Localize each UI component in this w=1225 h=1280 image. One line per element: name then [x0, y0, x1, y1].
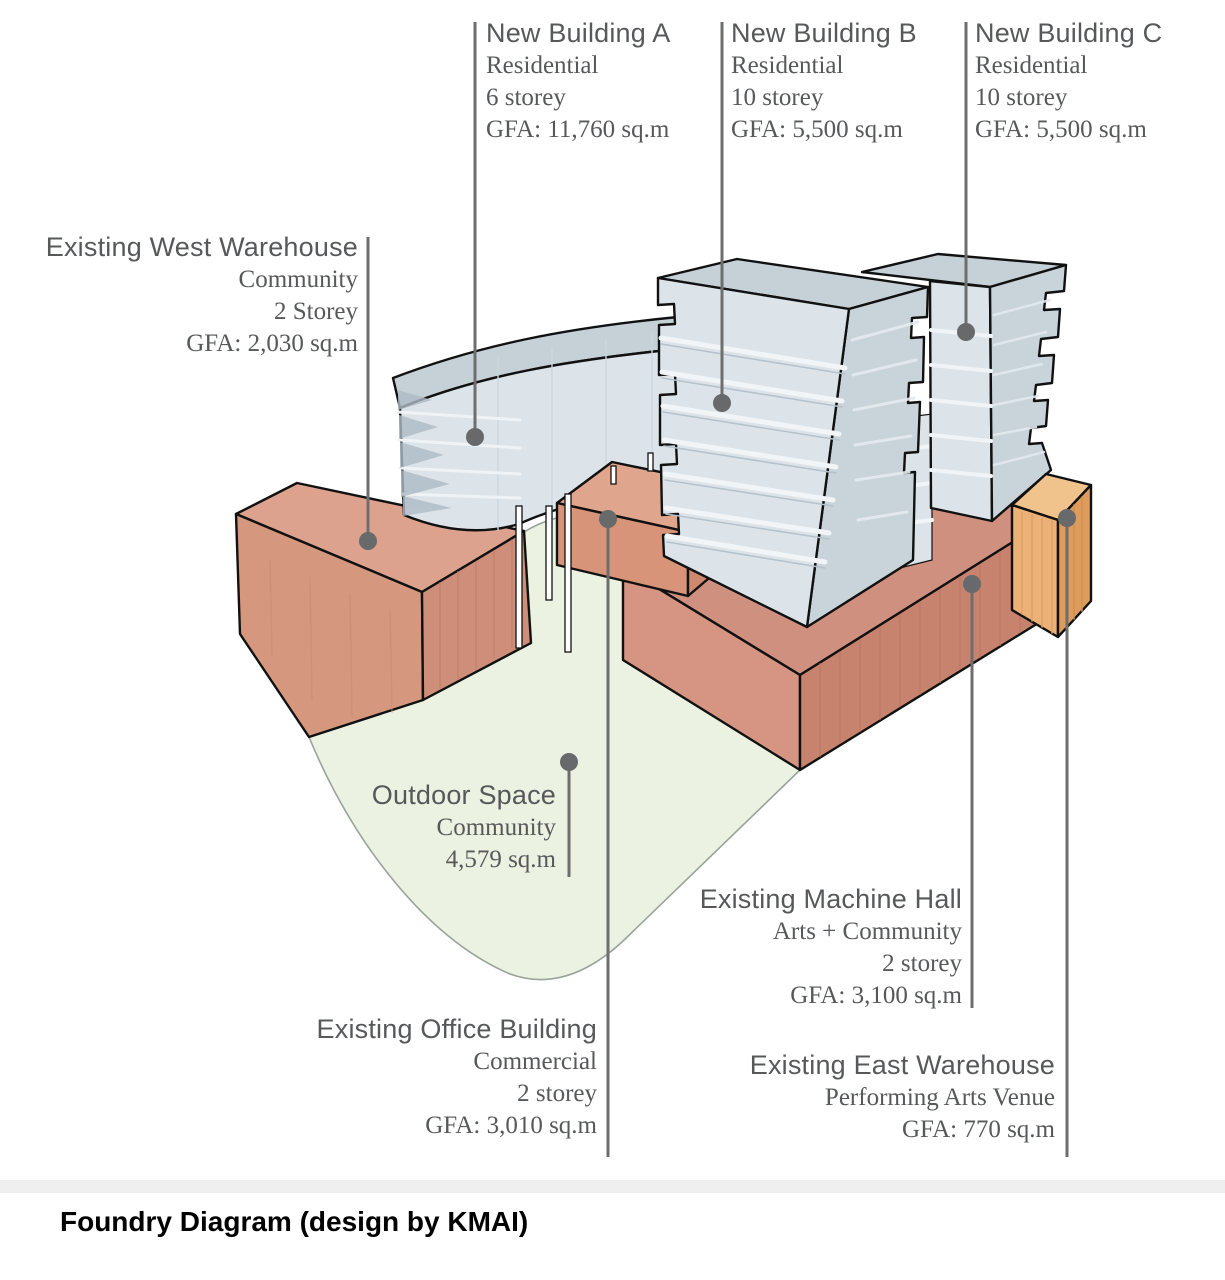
label-new-building-b: [731, 16, 917, 146]
label-office-building: [317, 1012, 597, 1142]
label-outdoor-space: [372, 778, 556, 876]
dot-machine-hall: [963, 575, 981, 593]
diagram-caption: Foundry Diagram (design by KMAI): [60, 1206, 529, 1237]
building-a-title: New Building A: [486, 18, 671, 48]
outdoor-space-title: Outdoor Space: [371, 780, 556, 810]
east-warehouse-title: Existing East Warehouse: [749, 1050, 1055, 1080]
building-b-storeys: 10 storey: [731, 84, 824, 111]
east-warehouse-massing: [1012, 474, 1091, 637]
west-warehouse-title: Existing West Warehouse: [45, 232, 358, 262]
dot-building-b: [713, 394, 731, 412]
label-machine-hall: [700, 882, 962, 1012]
dot-outdoor-space: [560, 753, 578, 771]
label-east-warehouse: [750, 1048, 1055, 1146]
machine-hall-use: Arts + Community: [772, 918, 962, 945]
caption-divider: [0, 1180, 1225, 1193]
dot-east-warehouse: [1058, 509, 1076, 527]
building-b-use: Residential: [731, 52, 844, 79]
machine-hall-storeys: 2 storey: [882, 950, 962, 977]
office-building-storeys: 2 storey: [517, 1080, 597, 1107]
label-new-building-c: [975, 16, 1162, 146]
building-c-gfa: GFA: 5,500 sq.m: [975, 116, 1147, 143]
machine-hall-gfa: GFA: 3,100 sq.m: [790, 982, 962, 1009]
office-building-use: Commercial: [473, 1048, 597, 1075]
building-c-use: Residential: [975, 52, 1088, 79]
outdoor-space-use: Community: [436, 814, 556, 841]
dot-building-c: [957, 323, 975, 341]
east-warehouse-gfa: GFA: 770 sq.m: [901, 1116, 1055, 1143]
machine-hall-title: Existing Machine Hall: [699, 884, 962, 914]
building-b-gfa: GFA: 5,500 sq.m: [731, 116, 903, 143]
outdoor-space-area: 4,579 sq.m: [445, 846, 556, 873]
dot-building-a: [466, 428, 484, 446]
dot-office-building: [599, 510, 617, 528]
building-a-storeys: 6 storey: [486, 84, 566, 111]
building-b-title: New Building B: [731, 18, 917, 48]
office-building-title: Existing Office Building: [316, 1014, 597, 1044]
dot-west-warehouse: [359, 532, 377, 550]
label-west-warehouse: [46, 230, 358, 360]
west-warehouse-storeys: 2 Storey: [273, 298, 358, 325]
west-warehouse-use: Community: [238, 266, 358, 293]
building-c-storeys: 10 storey: [975, 84, 1068, 111]
building-a-gfa: GFA: 11,760 sq.m: [486, 116, 670, 143]
east-warehouse-use: Performing Arts Venue: [824, 1084, 1055, 1111]
new-building-b-massing: [658, 259, 928, 627]
label-new-building-a: [486, 16, 670, 146]
building-a-use: Residential: [486, 52, 599, 79]
office-building-gfa: GFA: 3,010 sq.m: [425, 1112, 597, 1139]
building-c-title: New Building C: [975, 18, 1163, 48]
west-warehouse-gfa: GFA: 2,030 sq.m: [186, 330, 358, 357]
